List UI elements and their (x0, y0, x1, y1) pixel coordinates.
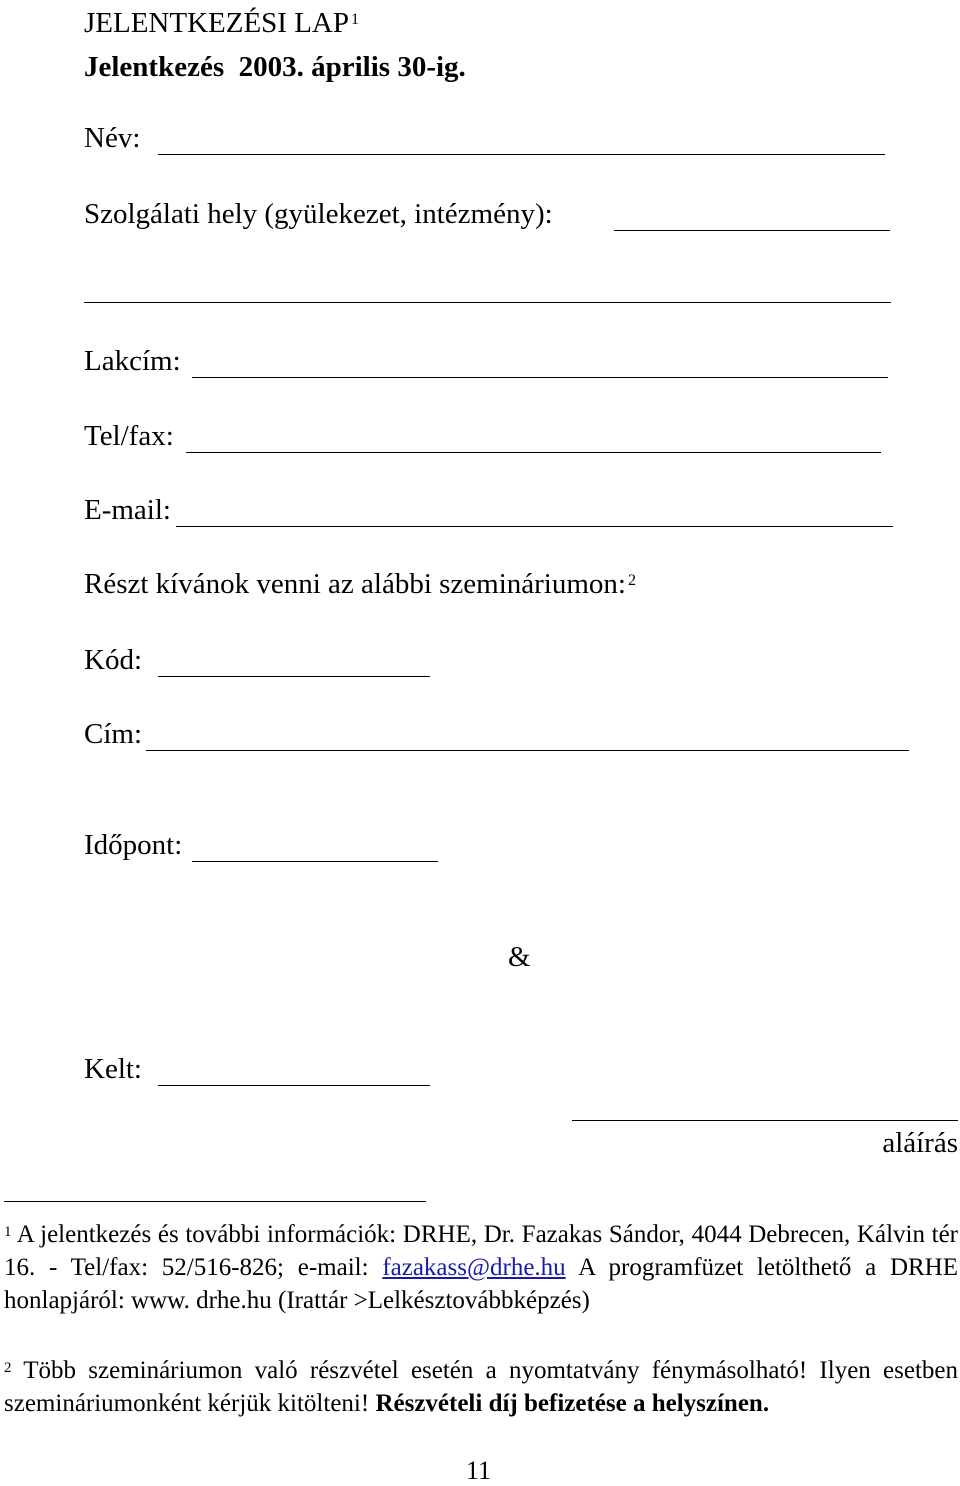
dated-label: Kelt: (84, 1053, 142, 1085)
footnote-2-text: Több szemináriumon való részvétel esetén a nyomtatvány fénymásolható! Ilyen esetben szemináriumonként kérjük kitölteni! (4, 1357, 958, 1417)
seminar-intro-text: Részt kívánok venni az alábbi szemináriumon: (84, 568, 626, 600)
telfax-label: Tel/fax: (84, 420, 174, 452)
signature-label: aláírás (882, 1127, 958, 1159)
footnote-1 (4, 1218, 958, 1317)
signature-field[interactable] (572, 1120, 958, 1121)
dated-field[interactable] (158, 1085, 430, 1086)
service-place-label: Szolgálati hely (gyülekezet, intézmény): (84, 198, 553, 230)
service-place-field[interactable] (614, 230, 890, 231)
email-link[interactable]: fazakass@drhe.hu (382, 1254, 566, 1281)
footnote-ref-1: 1 (351, 11, 359, 28)
title-field[interactable] (146, 750, 909, 751)
footnote-2-marker: 2 (4, 1360, 12, 1376)
ampersand: & (508, 941, 531, 973)
footnote-1-marker: 1 (4, 1224, 12, 1240)
form-title-text: JELENTKEZÉSI LAP (84, 7, 349, 39)
code-field[interactable] (158, 676, 430, 677)
footnote-2-bold: Részvételi díj befizetése a helyszínen. (375, 1390, 770, 1417)
footnote-ref-2: 2 (627, 572, 636, 589)
footnote-2 (4, 1354, 958, 1420)
form-title (84, 6, 359, 40)
time-label: Időpont: (84, 829, 183, 861)
telfax-field[interactable] (186, 452, 881, 453)
footnote-separator (4, 1201, 426, 1202)
footnote-1-text-a: A jelentkezés és további információk: DRHE, Dr. Fazakas Sándor, 4044 Debrecen, Kálvin tér 16. - Tel/fax: 52/516-826; e-mail: (4, 1221, 959, 1281)
seminar-intro (84, 567, 636, 601)
email-field[interactable] (176, 526, 893, 527)
name-field[interactable] (158, 154, 885, 155)
address-field[interactable] (192, 377, 888, 378)
address-label: Lakcím: (84, 345, 181, 377)
time-field[interactable] (192, 861, 438, 862)
footnote-1-text-b: A programfüzet letölthető a DRHE honlapjáról: www. drhe.hu (Irattár >Lelkésztovábbképzés) (4, 1254, 959, 1314)
name-label: Név: (84, 122, 141, 154)
title-label: Cím: (84, 718, 143, 750)
page-number: 11 (466, 1456, 492, 1485)
service-place-field-continued[interactable] (84, 302, 891, 303)
code-label: Kód: (84, 644, 142, 676)
email-label: E-mail: (84, 494, 171, 526)
deadline: Jelentkezés 2003. április 30-ig. (84, 51, 466, 83)
